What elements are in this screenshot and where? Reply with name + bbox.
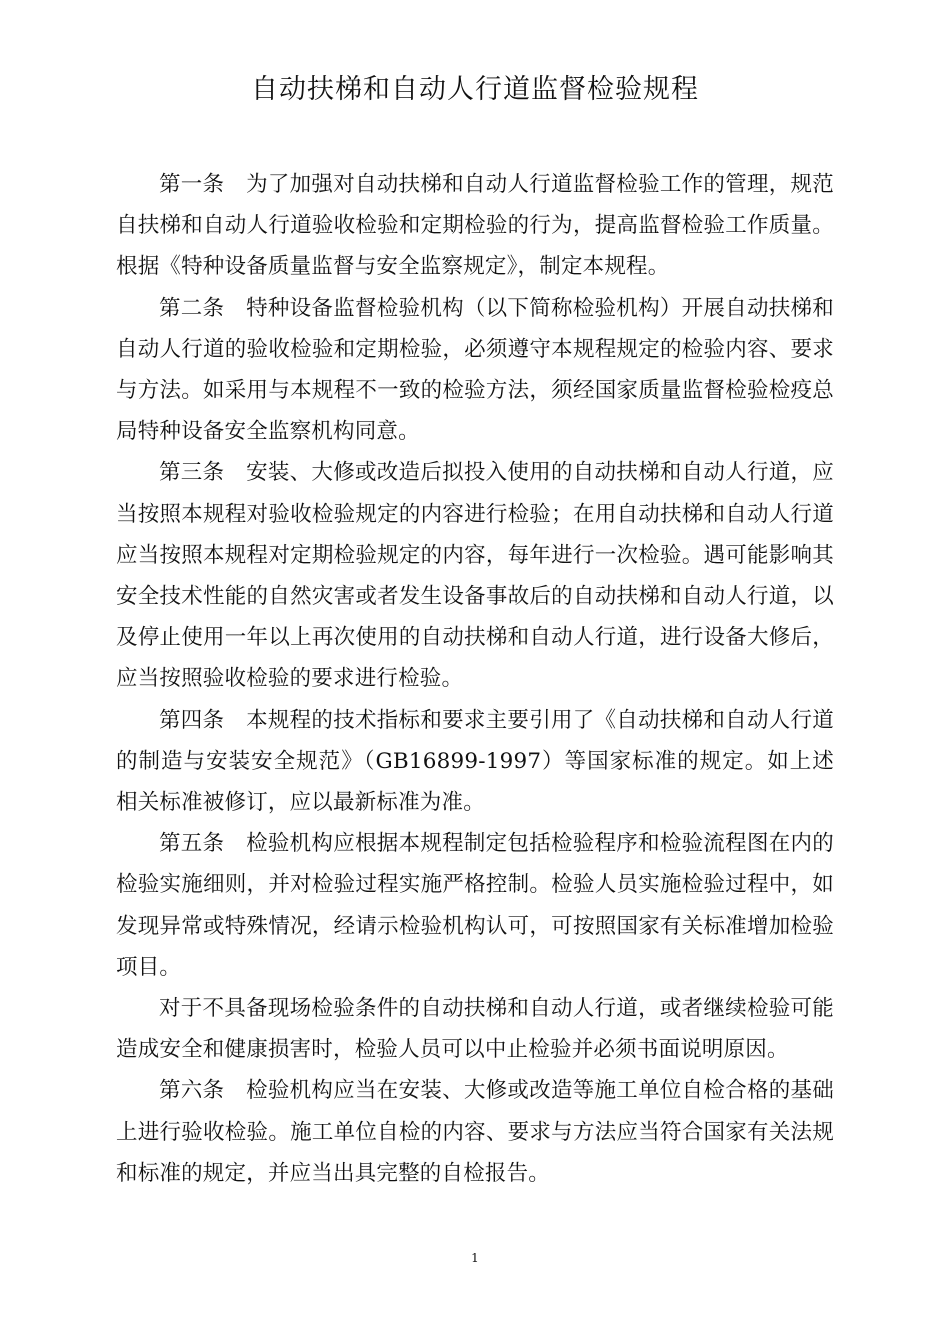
page-number: 1 [471, 1251, 479, 1265]
article-5-paragraph: 第五条 检验机构应根据本规程制定包括检验程序和检验流程图在内的检验实施细则，并对检验过程实施严格控制。检验人员实施检验过程中，如发现异常或特殊情况，经请示检验机构认可，可按照国家有关标准增加检验项目。 [116, 831, 834, 980]
article-5-continuation-paragraph: 对于不具备现场检验条件的自动扶梯和自动人行道，或者继续检验可能造成安全和健康损害时，检验人员可以中止检验并必须书面说明原因。 [116, 996, 834, 1063]
article-6-paragraph: 第六条 检验机构应当在安装、大修或改造等施工单位自检合格的基础上进行验收检验。施工单位自检的内容、要求与方法应当符合国家有关法规和标准的规定，并应当出具完整的自检报告。 [116, 1078, 834, 1186]
article-2-paragraph: 第二条 特种设备监督检验机构（以下简称检验机构）开展自动扶梯和自动人行道的验收检验和定期检验，必须遵守本规程规定的检验内容、要求与方法。如采用与本规程不一致的检验方法，须经国家质量监督检验检疫总局特种设备安全监察机构同意。 [116, 295, 834, 445]
article-4-paragraph: 第四条 本规程的技术指标和要求主要引用了《自动扶梯和自动人行道的制造与安装安全规范》（GB16899-1997）等国家标准的规定。如上述相关标准被修订，应以最新标准为准。 [116, 707, 834, 816]
article-3-paragraph: 第三条 安装、大修或改造后拟投入使用的自动扶梯和自动人行道，应当按照本规程对验收检验规定的内容进行检验；在用自动扶梯和自动人行道应当按照本规程对定期检验规定的内容，每年进行一次检验。遇可能影响其安全技术性能的自然灾害或者发生设备事故后的自动扶梯和自动人行道，以及停止使用一年以上再次使用的自动扶梯和自动人行道，进行设备大修后，应当按照验收检验的要求进行检验。 [116, 460, 834, 692]
document-title: 自动扶梯和自动人行道监督检验规程 [251, 74, 699, 105]
article-1-paragraph: 第一条 为了加强对自动扶梯和自动人行道监督检验工作的管理，规范自扶梯和自动人行道验收检验和定期检验的行为，提高监督检验工作质量。根据《特种设备质量监督与安全监察规定》，制定本规程。 [116, 172, 834, 280]
document-body [116, 164, 834, 1194]
